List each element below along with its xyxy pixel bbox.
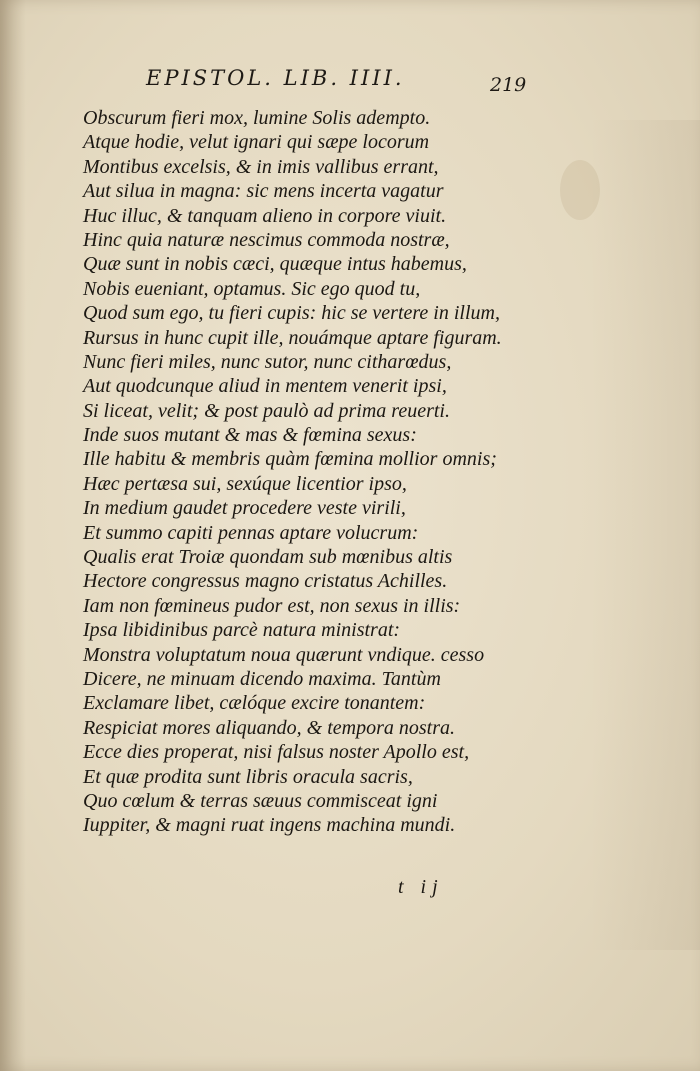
verse-line: Si liceat, velit; & post paulò ad prima reuerti.	[83, 399, 450, 422]
verse-list	[83, 106, 643, 838]
verse-line: Monstra voluptatum noua quærunt vndique. cesso	[83, 643, 485, 666]
verse-line: Nunc fieri miles, nunc sutor, nunc citharœdus,	[83, 350, 452, 373]
verse-line: Dicere, ne minuam dicendo maxima. Tantùm	[83, 667, 441, 690]
verse-line: Exclamare libet, cælóque excire tonantem:	[83, 692, 426, 715]
verse-line: Nobis eueniant, optamus. Sic ego quod tu,	[83, 277, 421, 300]
verse-line: Iam non fœmineus pudor est, non sexus in illis:	[83, 594, 461, 617]
verse-line: Et summo capiti pennas aptare volucrum:	[83, 521, 419, 544]
verse-line: Hinc quia naturæ nescimus commoda nostræ,	[83, 228, 450, 251]
verse-line: Rursus in hunc cupit ille, nouámque aptare figuram.	[83, 326, 502, 349]
verse-line: Obscurum fieri mox, lumine Solis adempto.	[83, 107, 431, 129]
running-title: EPISTOL. LIB. IIII.	[146, 66, 405, 90]
verse-line: Iuppiter, & magni ruat ingens machina mundi.	[83, 814, 456, 837]
verse-line: In medium gaudet procedere veste virili,	[83, 497, 406, 520]
verse-line: Montibus excelsis, & in imis vallibus errant,	[83, 155, 439, 178]
verse-line: Hectore congressus magno cristatus Achilles.	[83, 570, 448, 593]
verse-line: Ecce dies properat, nisi falsus noster Apollo est,	[83, 741, 470, 764]
verse-line: Ipsa libidinibus parcè natura ministrat:	[83, 619, 401, 642]
page-gutter-shadow	[0, 0, 26, 1071]
verse-line: Respiciat mores aliquando, & tempora nostra.	[83, 716, 456, 739]
verse-line: Ille habitu & membris quàm fœmina mollior omnis;	[83, 448, 497, 471]
verse-line: Quod sum ego, tu fieri cupis: hic se vertere in illum,	[83, 302, 500, 325]
verse-line: Qualis erat Troiæ quondam sub mœnibus altis	[83, 546, 453, 569]
verse-line: Quæ sunt in nobis cæci, quæque intus habemus,	[83, 253, 467, 276]
verse-line: Atque hodie, velut ignari qui sæpe locorum	[83, 131, 430, 154]
verse-line: Et quæ prodita sunt libris oracula sacris,	[83, 765, 413, 788]
verse-line: Aut silua in magna: sic mens incerta vagatur	[83, 180, 444, 203]
verse-line: Hæc pertæsa sui, sexúque licentior ipso,	[83, 472, 407, 495]
page-number: 219	[490, 74, 527, 96]
verse-line: Quo cœlum & terras sæuus commisceat igni	[83, 789, 438, 812]
signature-mark: t ij	[398, 876, 444, 898]
verse-line: Huc illuc, & tanquam alieno in corpore viuit.	[83, 204, 447, 227]
verse-line: Inde suos mutant & mas & fœmina sexus:	[83, 424, 417, 447]
verse-line: Aut quodcunque aliud in mentem venerit ipsi,	[83, 375, 447, 398]
